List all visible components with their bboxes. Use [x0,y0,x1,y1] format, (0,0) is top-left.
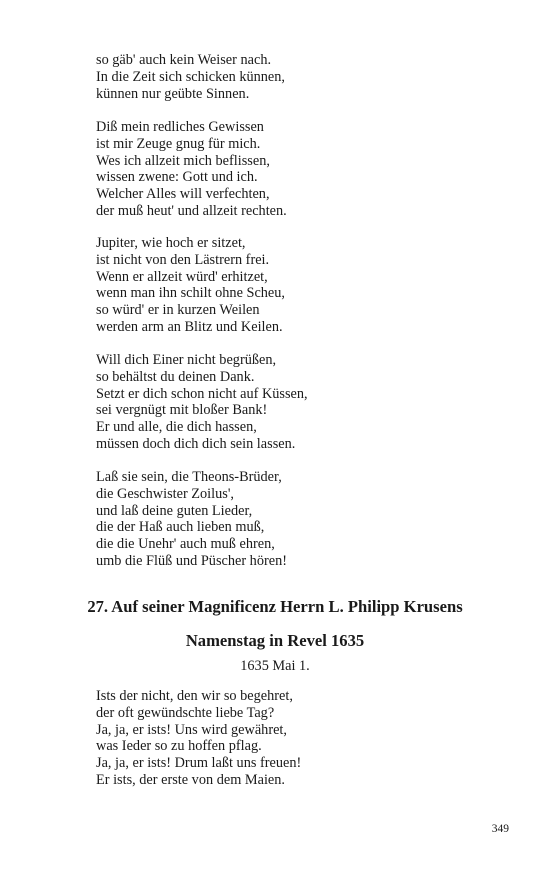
verse-line: Ja, ja, er ists! Uns wird gewähret, [96,721,287,738]
stanza-3 [96,235,285,336]
verse-line: Wenn er allzeit würd' erhitzet, [96,268,268,285]
verse-line: was Ieder so zu hoffen pflag. [96,738,262,755]
verse-line: umb die Flüß und Püscher hören! [96,552,287,569]
verse-line: Setzt er dich schon nicht auf Küssen, [96,385,308,402]
verse-line: Laß sie sein, die Theons-Brüder, [96,469,282,485]
stanza-2 [96,119,287,220]
verse-line: und laß deine guten Lieder, [96,502,253,519]
verse-line: der oft gewündschte liebe Tag? [96,704,275,721]
verse-line: Welcher Alles will verfechten, [96,186,270,203]
verse-line: Diß mein redliches Gewissen [96,119,264,135]
verse-line: werden arm an Blitz und Keilen. [96,318,283,335]
page-number: 349 [491,823,509,835]
verse-line: In die Zeit sich schicken künnen, [96,68,285,85]
stanza-1 [96,52,285,102]
verse-line: Will dich Einer nicht begrüßen, [96,352,277,368]
verse-line: sei vergnügt mit bloßer Bank! [96,402,268,419]
poem-date: 1635 Mai 1. [240,658,310,674]
verse-line: so gäb' auch kein Weiser nach. [96,52,272,68]
verse-line: Jupiter, wie hoch er sitzet, [96,235,246,251]
verse-line: wissen zwene: Gott und ich. [96,169,258,186]
verse-line: ist mir Zeuge gnug für mich. [96,135,261,152]
verse-line: wenn man ihn schilt ohne Scheu, [96,285,286,302]
verse-line: der muß heut' und allzeit rechten. [96,202,287,219]
poem-title: 27. Auf seiner Magnificenz Herrn L. Philipp Krusens [87,597,463,616]
stanza-5 [96,469,287,570]
verse-line: Wes ich allzeit mich beflissen, [96,152,270,169]
verse-line: die Geschwister Zoilus', [96,485,234,502]
stanza-4 [96,352,308,453]
verse-line: ist nicht von den Lästrern frei. [96,251,270,268]
verse-line: Ja, ja, er ists! Drum laßt uns freuen! [96,755,302,772]
verse-line: die der Haß auch lieben muß, [96,519,265,536]
verse-line: Ists der nicht, den wir so begehret, [96,688,293,704]
verse-line: so würd' er in kurzen Weilen [96,302,260,319]
verse-line: müssen doch dich dich sein lassen. [96,435,296,452]
verse-line: die die Unehr' auch muß ehren, [96,536,275,553]
poem27-stanza-1 [96,688,301,789]
verse-line: so behältst du deinen Dank. [96,368,255,385]
poem-subtitle: Namenstag in Revel 1635 [185,631,365,650]
verse-line: künnen nur geübte Sinnen. [96,85,250,102]
verse-line: Er ists, der erste von dem Maien. [96,771,285,788]
verse-line: Er und alle, die dich hassen, [96,419,257,436]
